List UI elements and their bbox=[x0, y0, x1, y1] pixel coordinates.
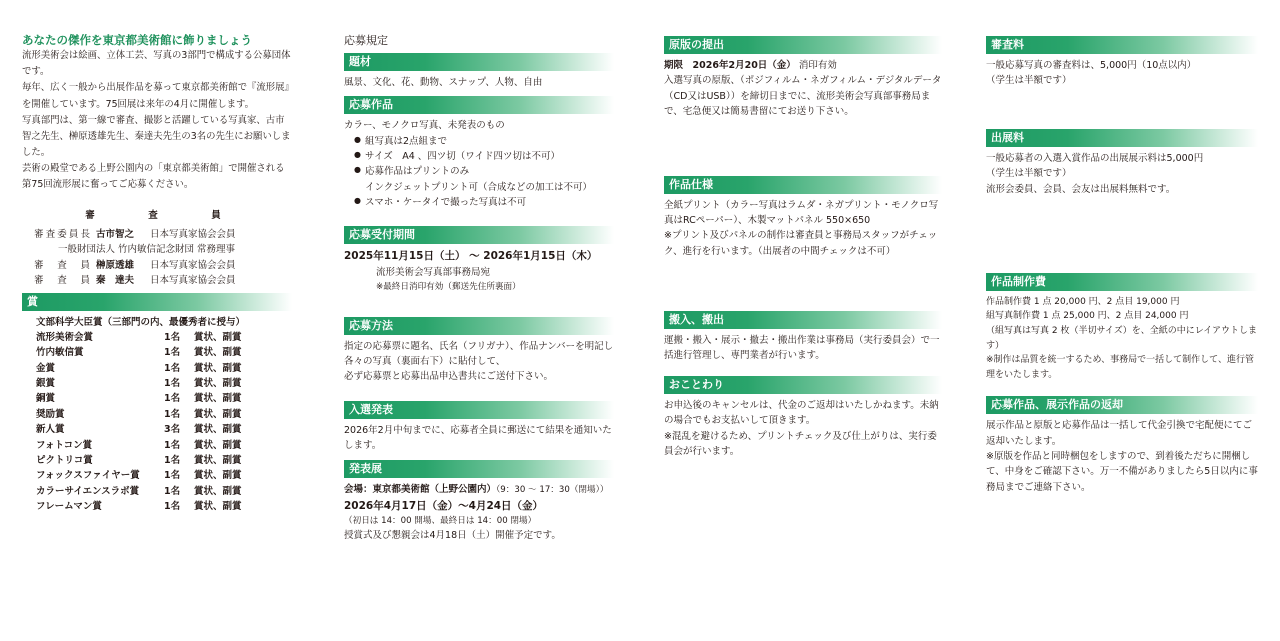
original-body: 入選写真の原版、（ポジフィルム・ネガフィルム・デジタルデータ（CD又はUSB））を締切日までに、流形美術会写真部事務局まで、宅急便又は簡易書留にてお送り下さい。 bbox=[664, 75, 942, 118]
award-name: 銅賞 bbox=[36, 393, 56, 405]
exhibition-venue: 会場：東京都美術館（上野公園内） bbox=[344, 483, 497, 495]
award-row bbox=[22, 438, 292, 453]
award-name: 新人賞 bbox=[36, 424, 65, 436]
list-item: ● 組写真は2点組まで bbox=[354, 134, 614, 149]
list-item: ● サイズ A4 、四ツ切（ワイド四ツ切は不可） bbox=[354, 149, 614, 164]
award-prize: 賞状、副賞 bbox=[194, 378, 242, 390]
award-count: 1名 bbox=[164, 347, 181, 359]
return-body: 展示作品と原版と応募作品は一括して代金引換で宅配便にてご返却いたします。 ※原版を作品と同時梱包をしますので、到着後ただちに開梱して、中身をご確認下さい。万一不備がありましたら5日以内に事務局までご連絡下さい。 bbox=[986, 420, 1258, 493]
award-name: ピクトリコ賞 bbox=[36, 454, 93, 466]
award-name: 銀賞 bbox=[36, 378, 56, 390]
jury-org: 日本写真家協会会員 bbox=[150, 259, 236, 271]
jury-heading: 審 査 員 bbox=[85, 209, 243, 221]
award-name: フォックスファイヤー賞 bbox=[36, 470, 140, 482]
deadline-date: 2026年2月20日（金） bbox=[692, 60, 796, 71]
period-heading: 応募受付期間 bbox=[344, 226, 614, 244]
award-prize: 賞状、副賞 bbox=[194, 439, 242, 451]
exhibit-fee-body: 一般応募者の入選入賞作品の出展展示料は5,000円 （学生は半額です） 流形会委員、会員、会友は出展料無料です。 bbox=[986, 152, 1204, 195]
exhibition-heading: 発表展 bbox=[344, 460, 614, 478]
award-row bbox=[22, 499, 292, 514]
exhibition-hours: （9：30 〜 17：30（閉場）） bbox=[496, 484, 609, 495]
column-rules bbox=[344, 32, 614, 544]
spec-heading: 作品仕様 bbox=[664, 176, 942, 194]
column-submission bbox=[664, 36, 942, 459]
award-row bbox=[22, 422, 292, 437]
spec-body: 全紙プリント（カラー写真はラムダ・ネガプリント・モノクロ写真はRCペーパー）、木製マットパネル 550×650 ※プリント及びパネルの制作は審査員と事務局スタッフがチェック、進行を行います。（出展者の中間チェックは不可） bbox=[664, 199, 939, 257]
period-to: 流形美術会写真部事務局宛 bbox=[376, 267, 491, 279]
rules-label: 応募規定 bbox=[344, 34, 388, 47]
transport-body: 運搬・搬入・展示・撤去・搬出作業は事務局（実行委員会）で一括進行管理し、専門業者が行います。 bbox=[664, 335, 940, 362]
jury-role: 審査員 bbox=[34, 275, 90, 287]
intro-title: あなたの傑作を東京都美術館に飾りましょう bbox=[22, 33, 252, 47]
award-row bbox=[22, 407, 292, 422]
award-prize: 賞状、副賞 bbox=[194, 424, 242, 436]
result-body: 2026年2月中旬までに、応募者全員に郵送にて結果を通知いたします。 bbox=[344, 424, 612, 452]
notice-heading: おことわり bbox=[664, 376, 942, 394]
award-prize: 賞状、副賞 bbox=[194, 485, 242, 497]
production-heading: 作品制作費 bbox=[986, 273, 1258, 291]
award-name: フレームマン賞 bbox=[36, 501, 102, 513]
theme-body: 風景、文化、花、動物、スナップ、人物、自由 bbox=[344, 76, 543, 88]
award-row bbox=[22, 453, 292, 468]
transport-heading: 搬入、搬出 bbox=[664, 311, 942, 329]
jury-row bbox=[22, 227, 292, 242]
jury-org: 日本写真家協会会員 bbox=[150, 275, 236, 287]
jury-role: 審査委員長 bbox=[34, 229, 90, 241]
column-intro bbox=[22, 32, 292, 514]
award-prize: 賞状、副賞 bbox=[194, 347, 242, 359]
award-row bbox=[22, 468, 292, 483]
intro-body: 流形美術会は絵画、立体工芸、写真の3部門で構成する公募団体です。 毎年、広く一般から出展作品を募って東京都美術館で『流形展』を開催しています。75回展は来年の4月に開催します。 写真部門は、第一線で審査、撮影と活躍している写真家、古市智之先生、榊原透雄先生、秦達夫先生の3名の先生にお願いしました。 芸術の殿堂である上野公園内の「東京都美術館」で開催される第75回流形展に奮ってご応募ください。 bbox=[22, 50, 291, 191]
award-prize: 賞状、副賞 bbox=[194, 362, 242, 374]
exhibition-note: （初日は 14：00 開場、最終日は 14：00 閉場） bbox=[344, 515, 537, 526]
award-list bbox=[22, 330, 292, 515]
result-heading: 入選発表 bbox=[344, 401, 614, 419]
jury-name: 榊原透雄 bbox=[96, 259, 135, 271]
works-list bbox=[344, 134, 614, 211]
notice-body: お申込後のキャンセルは、代金のご返却はいたしかねます。未納の場合でもお支払いして頂きます。 ※混乱を避けるため、プリントチェック及び仕上がりは、実行委員会が行います。 bbox=[664, 399, 939, 457]
award-count: 1名 bbox=[164, 470, 181, 482]
method-heading: 応募方法 bbox=[344, 317, 614, 335]
deadline-label: 期限 bbox=[664, 60, 684, 71]
list-item: ● スマホ・ケータイで撮った写真は不可 bbox=[354, 195, 614, 210]
award-prize: 賞状、副賞 bbox=[194, 393, 242, 405]
fee-heading: 審査料 bbox=[986, 36, 1258, 54]
award-count: 1名 bbox=[164, 439, 181, 451]
award-row bbox=[22, 330, 292, 345]
works-body: カラー、モノクロ写真、未発表のもの bbox=[344, 120, 505, 132]
return-heading: 応募作品、展示作品の返却 bbox=[986, 396, 1258, 414]
award-name: 竹内敏信賞 bbox=[36, 347, 84, 359]
production-body: 作品制作費 1 点 20,000 円、2 点目 19,000 円 組写真制作費 1 点 25,000 円、2 点目 24,000 円 （組写真は写真 2 枚（半切サイズ）を、全紙の中にレイアウトします） ※制作は品質を統一するため、事務局で一括して制作して、進行管理をいたします。 bbox=[986, 296, 1258, 380]
award-count: 1名 bbox=[164, 362, 181, 374]
award-row bbox=[22, 484, 292, 499]
award-count: 1名 bbox=[164, 408, 181, 420]
exhibition-dates: 2026年4月17日（金）〜4月24日（金） bbox=[344, 499, 544, 512]
jury-row bbox=[22, 258, 292, 273]
period-dates: 2025年11月15日（土） 〜 2026年1月15日（木） bbox=[344, 250, 598, 263]
award-count: 3名 bbox=[164, 424, 181, 436]
jury-row bbox=[22, 273, 292, 288]
award-row bbox=[22, 345, 292, 360]
award-count: 1名 bbox=[164, 501, 181, 513]
award-name: 流形美術会賞 bbox=[36, 331, 94, 343]
jury-name: 古市智之 bbox=[96, 229, 135, 241]
award-count: 1名 bbox=[164, 454, 181, 466]
column-fees bbox=[986, 36, 1258, 495]
works-heading: 応募作品 bbox=[344, 96, 614, 114]
award-count: 1名 bbox=[164, 378, 181, 390]
award-prize: 賞状、副賞 bbox=[194, 454, 242, 466]
award-count: 1名 bbox=[164, 331, 181, 343]
award-row bbox=[22, 376, 292, 391]
awards-lead: 文部科学大臣賞（三部門の内、最優秀者に授与） bbox=[36, 316, 246, 328]
period-note: ※最終日消印有効（郵送先住所裏面） bbox=[376, 281, 521, 292]
award-name: 奨励賞 bbox=[36, 408, 65, 420]
awards-heading: 賞 bbox=[22, 293, 292, 311]
theme-heading: 題材 bbox=[344, 53, 614, 71]
deadline-note: 消印有効 bbox=[798, 60, 837, 71]
fee-body: 一般応募写真の審査料は、5,000円（10点以内） （学生は半額です） bbox=[986, 60, 1197, 87]
exhibition-ceremony: 授賞式及び懇親会は4月18日（土）開催予定です。 bbox=[344, 530, 561, 542]
jury-org: 日本写真家協会会員 bbox=[150, 229, 236, 241]
award-row bbox=[22, 361, 292, 376]
exhibit-fee-heading: 出展料 bbox=[986, 129, 1258, 147]
jury-name: 秦 達夫 bbox=[96, 275, 135, 287]
jury-extra: 一般財団法人 竹内敏信記念財団 常務理事 bbox=[58, 244, 236, 256]
list-item: ● 応募作品はプリントのみ インクジェットプリント可（合成などの加工は不可） bbox=[354, 164, 614, 195]
original-heading: 原版の提出 bbox=[664, 36, 942, 54]
award-name: 金賞 bbox=[36, 362, 56, 374]
award-name: カラーサイエンスラボ賞 bbox=[36, 485, 140, 497]
award-row bbox=[22, 391, 292, 406]
award-prize: 賞状、副賞 bbox=[194, 470, 242, 482]
award-name: フォトコン賞 bbox=[36, 439, 93, 451]
award-prize: 賞状、副賞 bbox=[194, 501, 242, 513]
award-prize: 賞状、副賞 bbox=[194, 331, 242, 343]
jury-role: 審査員 bbox=[34, 259, 90, 271]
award-count: 1名 bbox=[164, 393, 181, 405]
award-prize: 賞状、副賞 bbox=[194, 408, 242, 420]
method-body: 指定の応募票に題名、氏名（フリガナ）、作品ナンバーを明記し各々の写真（裏面右下）に貼付して、 必ず応募票と応募出品申込書共にご送付下さい。 bbox=[344, 340, 614, 383]
award-count: 1名 bbox=[164, 485, 181, 497]
